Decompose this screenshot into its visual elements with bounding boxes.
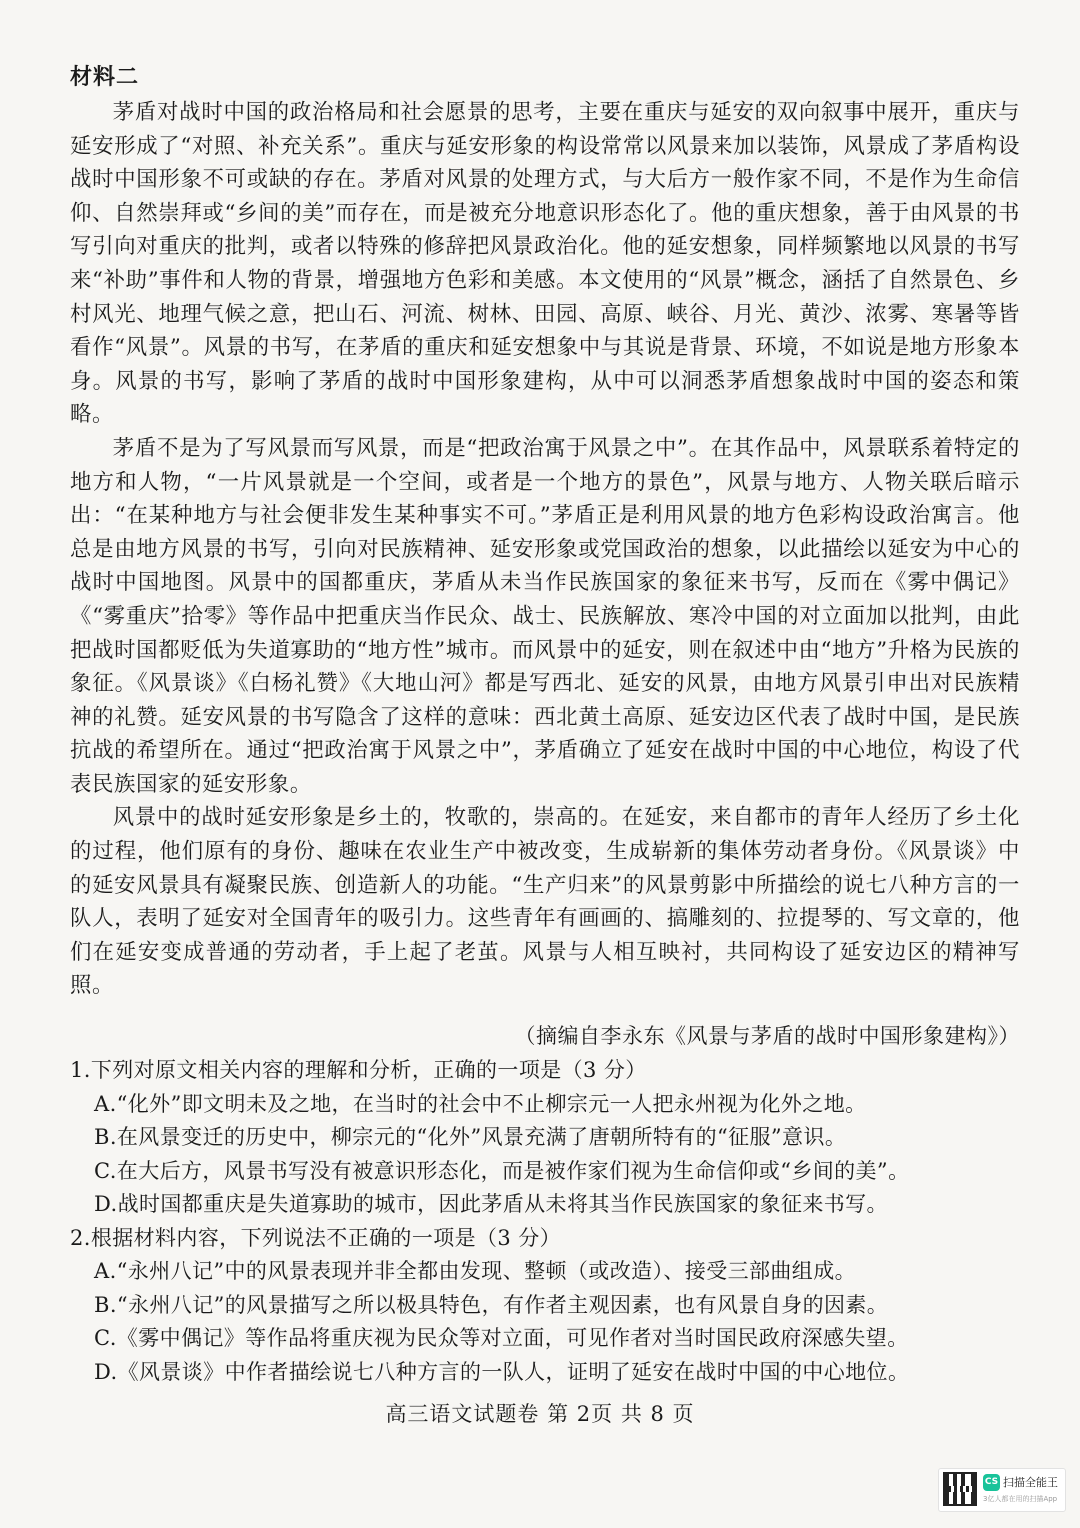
source-citation: （摘编自李永东《风景与茅盾的战时中国形象建构》） [514, 1024, 1020, 1048]
material-body [70, 96, 1020, 1003]
question-option: B.“永州八记”的风景描写之所以极具特色，有作者主观因素，也有风景自身的因素。 [94, 1292, 889, 1317]
question-option: D.战时国都重庆是失道寡助的城市，因此茅盾从未将其当作民族国家的象征来书写。 [94, 1192, 888, 1216]
question-option: C.《雾中偶记》等作品将重庆视为民众等对立面，可见作者对当时国民政府深感失望。 [94, 1326, 909, 1350]
camscanner-logo-icon: CS [983, 1474, 1000, 1491]
question-option: A.“化外”即文明未及之地，在当时的社会中不止柳宗元一人把永州视为化外之地。 [94, 1091, 867, 1116]
question-option: B.在风景变迁的历史中，柳宗元的“化外”风景充满了唐朝所特有的“征服”意识。 [94, 1125, 847, 1149]
page-footer: 高三语文试题卷 第 2页 共 8 页 [385, 1402, 695, 1426]
paragraph: 茅盾不是为了写风景而写风景，而是“把政治寓于风景之中”。在其作品中，风景联系着特定的地方和人物，“一片风景就是一个空间，或者是一个地方的景色”，风景与地方、人物关联后暗示出：“在某种地方与社会便非发生某种事实不可。”茅盾正是利用风景的地方色彩构设政治寓言。他总是由地方风景的书写，引向对民族精神、延安形象或党国政治的想象，以此描绘以延安为中心的战时中国地图。风景中的国都重庆，茅盾从未当作民族国家的象征来书写，反而在《雾中偶记》《“雾重庆”拾零》等作品中把重庆当作民众、战士、民族解放、寒冷中国的对立面加以批判，由此把战时国都贬低为失道寡助的“地方性”城市。而风景中的延安，则在叙述中由“地方”升格为民族的象征。《风景谈》《白杨礼赞》《大地山河》都是写西北、延安的风景，由地方风景引申出对民族精神的礼赞。延安风景的书写隐含了这样的意味：西北黄土高原、延安边区代表了战时中国，是民族抗战的希望所在。通过“把政治寓于风景之中”，茅盾确立了延安在战时中国的中心地位，构设了代表民族国家的延安形象。 [70, 435, 1020, 797]
watermark-slogan: 3亿人都在用的扫描App [983, 1495, 1058, 1503]
question-option: D.《风景谈》中作者描绘说七八种方言的一队人，证明了延安在战时中国的中心地位。 [94, 1359, 910, 1384]
watermark-app-name: 扫描全能王 [1003, 1476, 1058, 1489]
question-option: C.在大后方，风景书写没有被意识形态化，而是被作家们视为生命信仰或“乡间的美”。 [94, 1158, 910, 1183]
question-option: A.“永州八记”中的风景表现并非全都由发现、整顿（或改造）、接受三部曲组成。 [94, 1259, 857, 1283]
question-stem: 2.根据材料内容，下列说法不正确的一项是（3 分） [70, 1225, 562, 1250]
qr-code-icon [943, 1472, 977, 1506]
paragraph: 茅盾对战时中国的政治格局和社会愿景的思考，主要在重庆与延安的双向叙事中展开，重庆与延安形成了“对照、补充关系”。重庆与延安形象的构设常常以风景来加以装饰，风景成了茅盾构设战时中国形象不可或缺的存在。茅盾对风景的处理方式，与大后方一般作家不同，不是作为生命信仰、自然崇拜或“乡间的美”而存在，而是被充分地意识形态化了。他的重庆想象，善于由风景的书写引向对重庆的批判，或者以特殊的修辞把风景政治化。他的延安想象，同样频繁地以风景的书写来“补助”事件和人物的背景，增强地方色彩和美感。本文使用的“风景”概念，涵括了自然景色、乡村风光、地理气候之意，把山石、河流、树林、田园、高原、峡谷、月光、黄沙、浓雾、寒暑等皆看作“风景”。风景的书写，在茅盾的重庆和延安想象中与其说是背景、环境，不如说是地方形象本身。风景的书写，影响了茅盾的战时中国形象建构，从中可以洞悉茅盾想象战时中国的姿态和策略。 [70, 100, 1020, 428]
question-list [70, 1054, 1030, 1389]
paragraph: 风景中的战时延安形象是乡土的，牧歌的，崇高的。在延安，来自都市的青年人经历了乡土化的过程，他们原有的身份、趣味在农业生产中被改变，生成崭新的集体劳动者身份。《风景谈》中的延安风景具有凝聚民族、创造新人的功能。“生产归来”的风景剪影中所描绘的说七八种方言的一队人，表明了延安对全国青年的吸引力。这些青年有画画的、搞雕刻的、拉提琴的、写文章的，他们在延安变成普通的劳动者，手上起了老茧。风景与人相互映衬，共同构设了延安边区的精神写照。 [70, 805, 1020, 999]
scanner-watermark [938, 1468, 1066, 1512]
material-heading: 材料二 [70, 65, 140, 90]
question-stem: 1.下列对原文相关内容的理解和分析，正确的一项是（3 分） [70, 1058, 647, 1082]
